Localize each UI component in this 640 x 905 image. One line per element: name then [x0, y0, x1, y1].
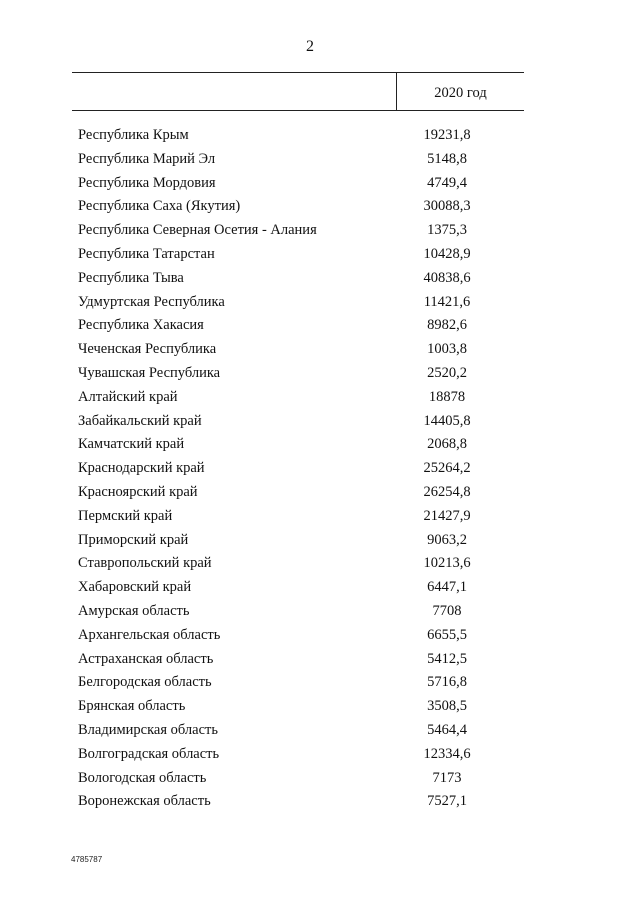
- region-name: Красноярский край: [78, 483, 198, 500]
- region-name: Чеченская Республика: [78, 341, 217, 358]
- table-header: [72, 72, 524, 111]
- region-value: 8982,6: [427, 317, 467, 334]
- region-value: 18878: [428, 388, 466, 405]
- table-row: [0, 362, 640, 386]
- region-name: Чувашская Республика: [78, 364, 221, 381]
- region-value: 1375,3: [427, 222, 467, 239]
- region-name: Волгоградская область: [78, 745, 220, 762]
- region-value: 3508,5: [427, 698, 467, 715]
- table-row: [0, 743, 640, 767]
- table-row: [0, 790, 640, 814]
- region-value: 2068,8: [427, 436, 467, 453]
- region-value: 5412,5: [427, 650, 467, 667]
- table-row: [0, 243, 640, 267]
- table-row: [0, 719, 640, 743]
- table-row: [0, 671, 640, 695]
- region-value: 4749,4: [427, 174, 467, 191]
- table-row: [0, 529, 640, 553]
- region-value: 10428,9: [423, 245, 471, 262]
- region-value: 7527,1: [427, 793, 467, 810]
- table-row: [0, 457, 640, 481]
- table-row: [0, 124, 640, 148]
- region-name: Республика Северная Осетия - Алания: [78, 222, 317, 239]
- table-row: [0, 576, 640, 600]
- table-row: [0, 291, 640, 315]
- region-name: Белгородская область: [78, 674, 212, 691]
- region-name: Краснодарский край: [78, 460, 205, 477]
- table-row: [0, 648, 640, 672]
- region-value: 10213,6: [423, 555, 471, 572]
- region-value: 26254,8: [423, 483, 471, 500]
- region-name: Амурская область: [78, 602, 190, 619]
- region-name: Приморский край: [78, 531, 189, 548]
- table-row: [0, 552, 640, 576]
- region-value: 11421,6: [423, 293, 471, 310]
- region-name: Ставропольский край: [78, 555, 212, 572]
- region-name: Астраханская область: [78, 650, 214, 667]
- page-number: 2: [306, 38, 314, 55]
- table-row: [0, 481, 640, 505]
- table-row: [0, 624, 640, 648]
- region-name: Удмуртская Республика: [78, 293, 225, 310]
- region-value: 1003,8: [427, 341, 467, 358]
- region-value: 6655,5: [427, 626, 467, 643]
- table-row: [0, 172, 640, 196]
- region-value: 7173: [432, 769, 462, 786]
- region-name: Республика Тыва: [78, 269, 184, 286]
- region-value: 5148,8: [427, 150, 467, 167]
- region-value: 30088,3: [423, 198, 471, 215]
- region-value: 19231,8: [423, 127, 471, 143]
- region-name: Пермский край: [78, 507, 173, 524]
- region-value: 40838,6: [423, 269, 471, 286]
- table-row: [0, 219, 640, 243]
- table-row: [0, 148, 640, 172]
- region-name: Хабаровский край: [78, 579, 192, 596]
- region-value: 21427,9: [423, 507, 471, 524]
- table-row: [0, 267, 640, 291]
- table-row: [0, 410, 640, 434]
- region-value: 2520,2: [427, 364, 467, 381]
- region-value: 6447,1: [427, 579, 467, 596]
- region-name: Воронежская область: [78, 793, 211, 810]
- table-row: [0, 695, 640, 719]
- region-value: 9063,2: [427, 531, 467, 548]
- table-row: [0, 433, 640, 457]
- region-name: Архангельская область: [78, 626, 221, 643]
- table-row: [0, 767, 640, 791]
- region-name: Вологодская область: [78, 769, 207, 786]
- region-value: 5716,8: [427, 674, 467, 691]
- table-row: [0, 338, 640, 362]
- region-name: Алтайский край: [78, 388, 178, 405]
- region-name: Камчатский край: [78, 436, 185, 453]
- region-value: 5464,4: [427, 721, 467, 738]
- table-row: [0, 600, 640, 624]
- document-code: 4785787: [71, 855, 103, 864]
- table-row: [0, 386, 640, 410]
- year-column-header: 2020 год: [434, 85, 487, 101]
- region-name: Республика Мордовия: [78, 174, 216, 191]
- region-value: 7708: [432, 602, 462, 619]
- region-value: 25264,2: [423, 460, 471, 477]
- region-name: Республика Татарстан: [78, 245, 215, 262]
- region-name: Республика Крым: [78, 127, 189, 143]
- table-body: [0, 124, 640, 814]
- region-name: Республика Марий Эл: [78, 150, 216, 167]
- region-name: Республика Саха (Якутия): [78, 198, 241, 215]
- region-value: 14405,8: [423, 412, 471, 429]
- region-name: Забайкальский край: [78, 412, 202, 429]
- region-name: Республика Хакасия: [78, 317, 204, 334]
- table-row: [0, 314, 640, 338]
- region-name: Владимирская область: [78, 721, 218, 738]
- region-name: Брянская область: [78, 698, 186, 715]
- table-row: [0, 505, 640, 529]
- table-row: [0, 195, 640, 219]
- region-value: 12334,6: [423, 745, 471, 762]
